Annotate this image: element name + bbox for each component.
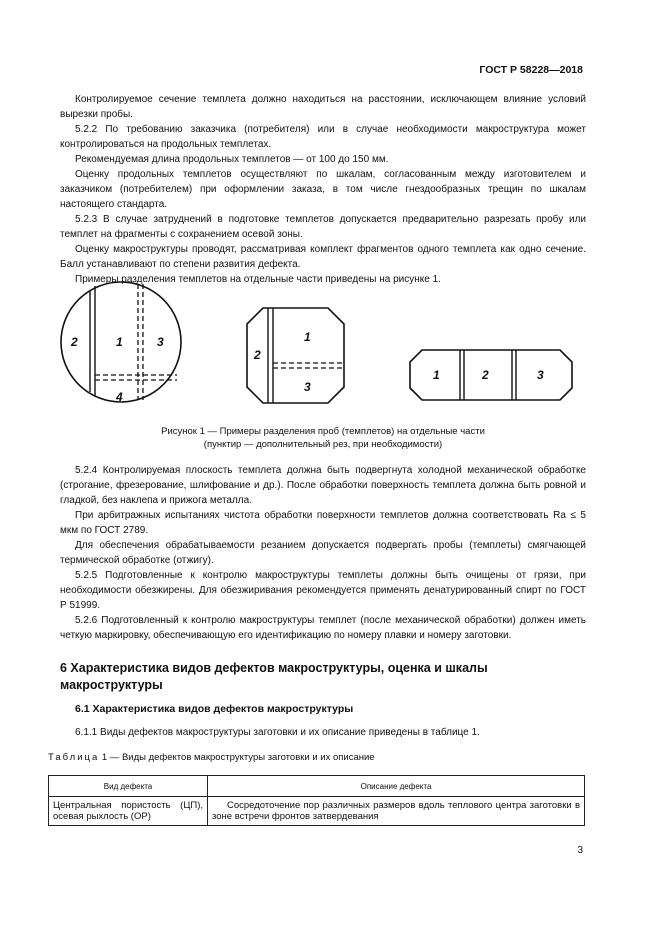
table-row [49, 797, 585, 826]
table-header-row [49, 776, 585, 797]
paragraph: 5.2.5 Подготовленные к контролю макроструктуры темплеты должны быть очищены от грязи, при необходимости обезжирены. Для обезжиривания рекомендуется применять денатурированный спирт по ГОСТ Р 51999. [60, 570, 586, 611]
page-number: 3 [577, 845, 583, 856]
square-label-3: 3 [304, 380, 311, 394]
text-block-top [60, 92, 586, 287]
table-caption [48, 752, 375, 763]
figure-1 [60, 280, 586, 420]
text-block-mid [60, 463, 586, 643]
figure-caption-line-2: (пунктир — дополнительный рез, при необходимости) [203, 439, 443, 450]
paragraph: Оценку продольных темплетов осуществляют по шкалам, согласованным между изготовителем и заказчиком (потребителем) при оформлении заказа, в том числе гнездообразных трещин по шкалам настоящего стандарта. [60, 169, 586, 210]
paragraph: Оценку макроструктуры проводят, рассматривая комплект фрагментов одного темплета как одно сечение. Балл устанавливают по степени развития дефекта. [60, 244, 586, 270]
paragraph: 5.2.2 По требованию заказчика (потребителя) или в случае необходимости макроструктура может контролироваться на продольных темплетах. [60, 124, 586, 150]
paragraph: Примеры разделения темплетов на отдельные части приведены на рисунке 1. [75, 274, 441, 285]
figure-caption [60, 425, 586, 451]
subsection-6-1-heading: 6.1 Характеристика видов дефектов макроструктуры [75, 703, 354, 715]
square-label-1: 1 [304, 330, 311, 344]
paragraph: Для обеспечения обрабатываемости резанием допускается подвергать пробы (темплеты) смягчающей термической обработке (отжигу). [60, 540, 586, 566]
paragraph: 5.2.4 Контролируемая плоскость темплета должна быть подвергнута холодной механической обработке (строгание, фрезерование, шлифование и др.). После обработки поверхность темплета должна быть ровной и гладкой, без наклепа и прижога металла. [60, 465, 586, 506]
circle-label-4: 4 [116, 390, 123, 404]
paragraph-6-1-1: 6.1.1 Виды дефектов макроструктуры заготовки и их описание приведены в таблице 1. [75, 727, 480, 738]
rect-label-1: 1 [433, 368, 440, 382]
circle-label-1: 1 [116, 335, 123, 349]
square-label-2: 2 [254, 348, 261, 362]
table-caption-rest: 1 — Виды дефектов макроструктуры заготовки и их описание [99, 752, 375, 763]
table-header-defect-type: Вид дефекта [49, 776, 208, 797]
figure-1-drawing [60, 280, 586, 420]
figure-caption-line-1: Рисунок 1 — Примеры разделения проб (темплетов) на отдельные части [161, 426, 485, 437]
paragraph: Рекомендуемая длина продольных темплетов — от 100 до 150 мм. [75, 154, 389, 165]
paragraph: 5.2.6 Подготовленный к контролю макроструктуры темплет (после механической обработки) должен иметь четкую маркировку, обеспечивающую его идентификацию по номеру плавки и номеру заготовки. [60, 615, 586, 641]
paragraph: Контролируемое сечение темплета должно находиться на расстоянии, исключающем влияние условий вырезки пробы. [60, 94, 586, 120]
table-caption-word: Таблица [48, 752, 100, 763]
defects-table [48, 775, 585, 826]
circle-label-3: 3 [157, 335, 164, 349]
table-cell-defect-type: Центральная пористость (ЦП), осевая рыхлость (ОР) [49, 797, 208, 826]
table-cell-description: Сосредоточение пор различных размеров вдоль теплового центра заготовки в зоне встречи фронтов затвердевания [208, 797, 585, 826]
rect-label-2: 2 [482, 368, 489, 382]
paragraph: 5.2.3 В случае затруднений в подготовке темплетов допускается предварительно разрезать пробу или темплет на фрагменты с сохранением осевой зоны. [60, 214, 586, 240]
paragraph: При арбитражных испытаниях чистота обработки поверхности темплетов должна соответствовать Ra ≤ 5 мкм по ГОСТ 2789. [60, 510, 586, 536]
square-template-outline [247, 308, 344, 403]
table-header-description: Описание дефекта [208, 776, 585, 797]
page-header-standard: ГОСТ Р 58228—2018 [479, 64, 583, 76]
rect-label-3: 3 [537, 368, 544, 382]
circle-label-2: 2 [71, 335, 78, 349]
section-6-heading: 6 Характеристика видов дефектов макроструктуры, оценка и шкалы макроструктуры [60, 661, 488, 692]
